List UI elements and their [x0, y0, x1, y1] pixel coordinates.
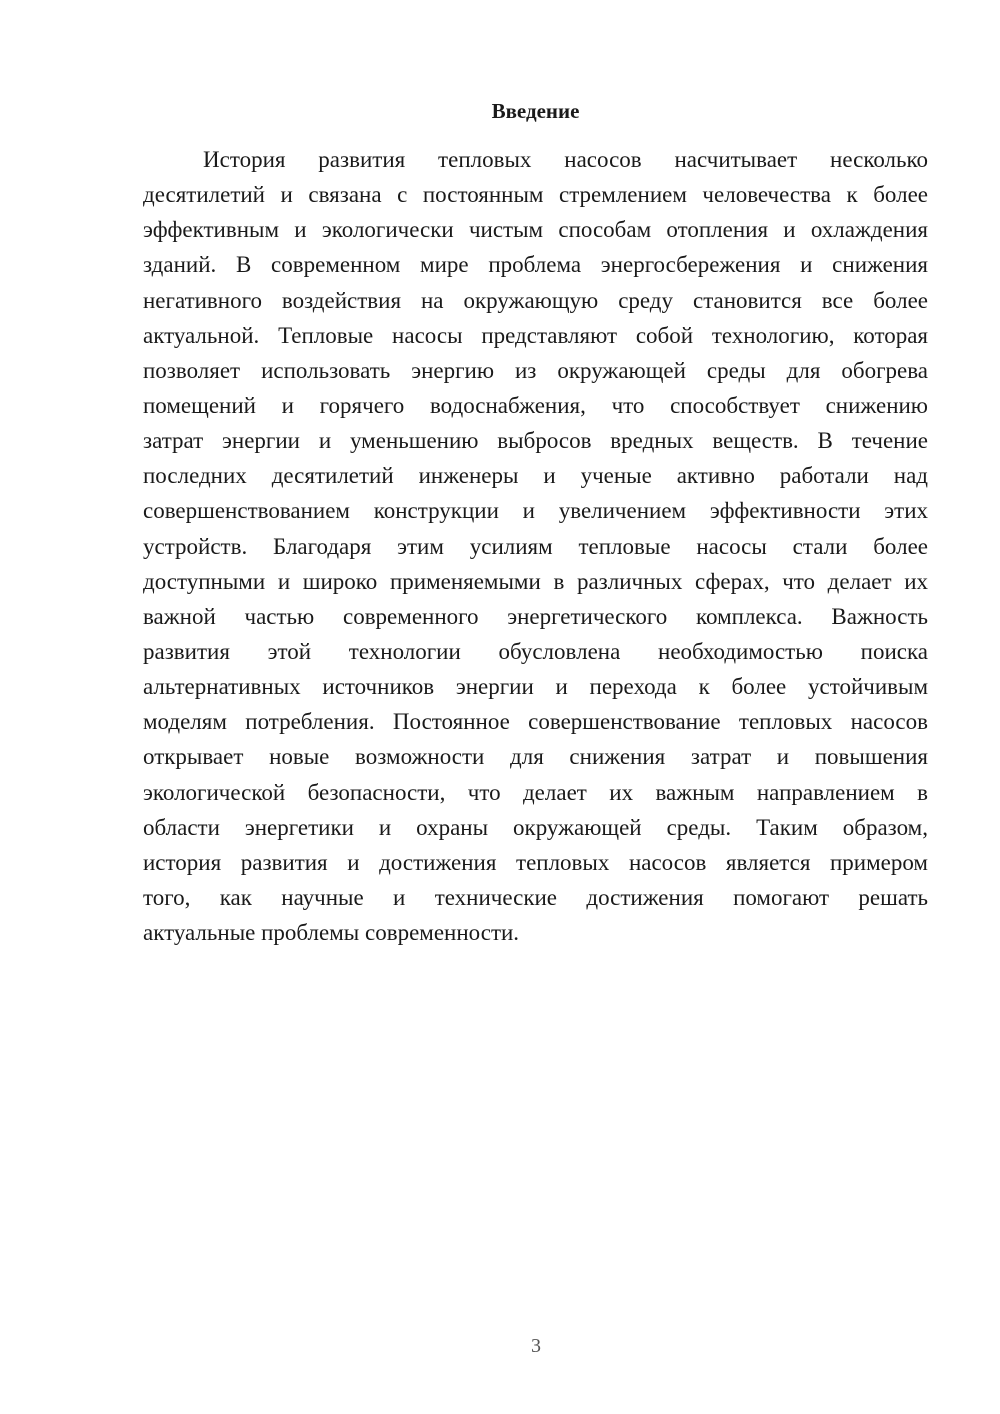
introduction-paragraph: [143, 142, 928, 950]
paragraph-line: позволяет использовать энергию из окружающей среды для обогрева: [143, 357, 928, 383]
paragraph-line: развития этой технологии обусловлена необходимостью поиска: [143, 638, 928, 664]
paragraph-line: экологической безопасности, что делает их важным направлением в: [143, 779, 928, 805]
paragraph-line: устройств. Благодаря этим усилиям тепловые насосы стали более: [143, 533, 928, 559]
paragraph-line: негативного воздействия на окружающую среду становится все более: [143, 287, 928, 313]
paragraph-line: открывает новые возможности для снижения затрат и повышения: [143, 744, 928, 770]
page-number: 3: [531, 1335, 541, 1357]
paragraph-line: альтернативных источников энергии и перехода к более устойчивым: [143, 674, 928, 700]
paragraph-line: важной частью современного энергетического комплекса. Важность: [143, 603, 928, 629]
paragraph-line: история развития и достижения тепловых насосов является примером: [143, 849, 928, 875]
paragraph-line: зданий. В современном мире проблема энергосбережения и снижения: [143, 252, 928, 278]
paragraph-line: совершенствованием конструкции и увеличением эффективности этих: [143, 498, 928, 524]
paragraph-line: десятилетий и связана с постоянным стремлением человечества к более: [143, 182, 928, 208]
paragraph-line: доступными и широко применяемыми в различных сферах, что делает их: [143, 568, 928, 594]
paragraph-line: моделям потребления. Постоянное совершенствование тепловых насосов: [143, 709, 928, 735]
paragraph-line: затрат энергии и уменьшению выбросов вредных веществ. В течение: [143, 428, 928, 454]
paragraph-line: того, как научные и технические достижения помогают решать: [143, 884, 928, 910]
paragraph-line: эффективным и экологически чистым способам отопления и охлаждения: [143, 217, 928, 243]
section-heading: Введение: [491, 99, 580, 123]
paragraph-line: последних десятилетий инженеры и ученые активно работали над: [143, 463, 928, 489]
paragraph-line: актуальные проблемы современности.: [143, 920, 520, 946]
paragraph-line: История развития тепловых насосов насчитывает несколько: [203, 147, 928, 172]
paragraph-line: актуальной. Тепловые насосы представляют собой технологию, которая: [143, 322, 928, 348]
paragraph-line: помещений и горячего водоснабжения, что способствует снижению: [143, 392, 928, 418]
paragraph-line: области энергетики и охраны окружающей среды. Таким образом,: [143, 814, 928, 840]
